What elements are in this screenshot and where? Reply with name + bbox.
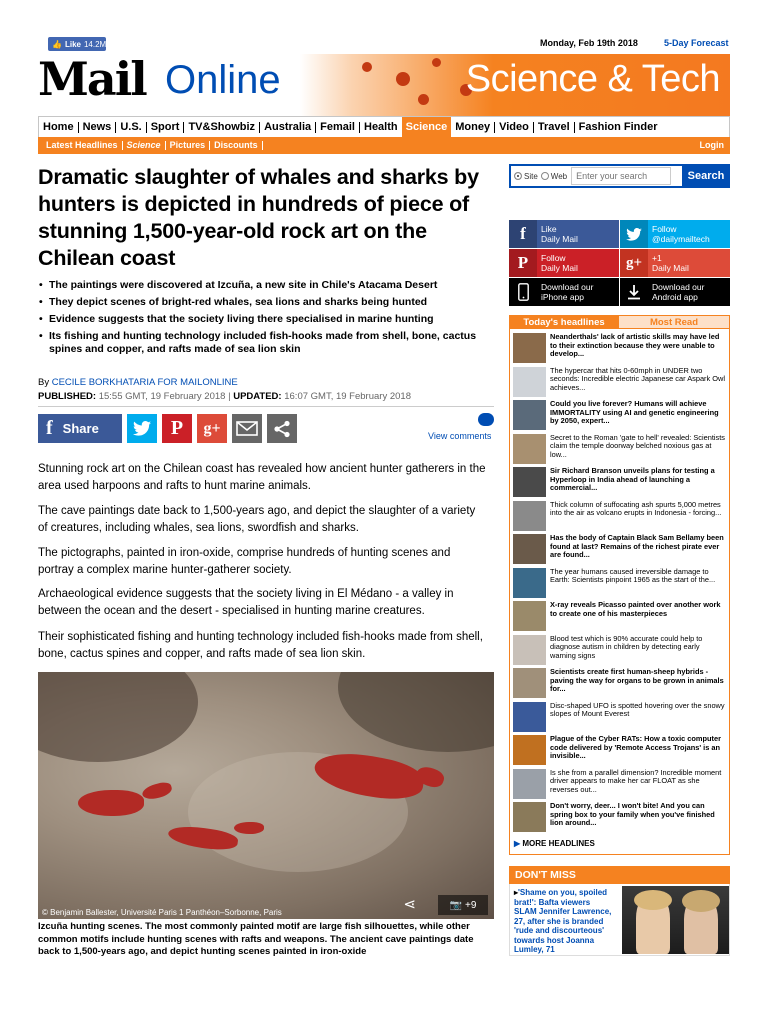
more-share-button[interactable] bbox=[267, 414, 297, 443]
nav-home[interactable]: Home bbox=[39, 122, 79, 133]
headline-text[interactable]: Secret to the Roman 'gate to hell' revealed: Scientists claim the temple doorway belched noxious gas at low... bbox=[550, 433, 725, 459]
logo-online[interactable]: Online bbox=[165, 58, 281, 102]
sub-nav bbox=[38, 137, 730, 154]
googleplus-icon: g+ bbox=[203, 419, 221, 437]
share-bar bbox=[38, 414, 297, 444]
red-fish-painting bbox=[234, 822, 264, 834]
published-time: 15:55 GMT, 19 February 2018 bbox=[98, 391, 226, 402]
image-caption: Izcuña hunting scenes. The most commonly painted motif are large fish silhouettes, while other common motifs include hunting scenes with rafts and weapons. The ancient cave paintings date back to 1,500-years ago, and depict hunting scenes painted in iron-oxide bbox=[38, 921, 474, 957]
nav-travel[interactable]: Travel bbox=[534, 122, 575, 133]
headline-thumbnail[interactable] bbox=[513, 735, 546, 765]
person-silhouette bbox=[682, 890, 720, 912]
search-site-radio[interactable] bbox=[514, 172, 538, 181]
nav-tvshowbiz[interactable]: TV&Showbiz bbox=[184, 122, 260, 133]
social-label: Follow bbox=[652, 224, 677, 234]
more-headlines-label: MORE HEADLINES bbox=[522, 839, 595, 848]
article-paragraph: The pictographs, painted in iron-oxide, comprise hundreds of hunting scenes and portray a complex marine hunter-gatherer society. bbox=[38, 547, 451, 576]
headline-item[interactable] bbox=[513, 702, 727, 735]
twitter-icon bbox=[133, 421, 151, 436]
headlines-list bbox=[509, 329, 730, 855]
share-icon[interactable]: ⋖ bbox=[403, 896, 416, 913]
social-sublabel: Daily Mail bbox=[541, 234, 578, 244]
headline-text[interactable]: Neanderthals' lack of artistic skills may have led to their extinction because they were unable to develop... bbox=[550, 333, 720, 359]
image-credit: © Benjamin Ballester, Université Paris 1 Panthéon–Sorbonne, Paris bbox=[42, 908, 282, 917]
article-paragraph: Stunning rock art on the Chilean coast has revealed how ancient hunter gatherers in the area used harpoons and rafts to hunt marine animals. bbox=[38, 463, 486, 492]
red-fish-painting bbox=[78, 790, 144, 816]
twitter-share-button[interactable] bbox=[127, 414, 157, 443]
summary-bullet: • Evidence suggests that the society living there specialised in marine hunting bbox=[38, 313, 488, 326]
headline-text[interactable]: Don't worry, deer... I won't bite! And you can spring box to your family when you've finished lion around... bbox=[550, 802, 715, 828]
headline-thumbnail[interactable] bbox=[513, 568, 546, 598]
headline-item[interactable] bbox=[513, 802, 727, 835]
facebook-share-button[interactable] bbox=[38, 414, 122, 443]
main-nav bbox=[38, 116, 730, 137]
search-web-radio[interactable] bbox=[541, 172, 567, 181]
red-fish-painting bbox=[141, 780, 174, 801]
dont-miss-thumbnail[interactable] bbox=[622, 886, 729, 954]
googleplus-icon: g+ bbox=[620, 249, 648, 277]
published-label: PUBLISHED: bbox=[38, 391, 97, 402]
headline-thumbnail[interactable] bbox=[513, 769, 546, 799]
facebook-icon: f bbox=[46, 417, 53, 439]
headline-item[interactable] bbox=[513, 735, 727, 768]
forecast-link[interactable]: 5-Day Forecast bbox=[664, 38, 729, 48]
divider bbox=[38, 406, 494, 407]
headline-text[interactable]: The year humans caused irreversible damage to Earth: Scientists pinpoint 1965 as the start of the... bbox=[550, 567, 716, 585]
summary-bullet: • Its fishing and hunting technology included fish-hooks made from shell, bone, cactus spines and copper, and rafts made of sea lion skin bbox=[38, 330, 488, 356]
article-paragraph: Their sophisticated fishing and hunting technology included fish-hooks made from shell, bone, cactus spines and copper, and rafts made of sea lion skin. bbox=[38, 631, 483, 660]
summary-bullets bbox=[38, 279, 488, 360]
social-label: Follow bbox=[541, 253, 566, 263]
gallery-button[interactable] bbox=[438, 895, 488, 915]
dont-miss-item[interactable] bbox=[509, 884, 730, 956]
follow-googleplus[interactable] bbox=[620, 249, 730, 277]
molecule-graphic bbox=[432, 58, 441, 67]
googleplus-share-button[interactable] bbox=[197, 414, 227, 443]
nav-sport[interactable]: Sport bbox=[147, 122, 185, 133]
tab-todays-headlines[interactable]: Today's headlines bbox=[509, 315, 619, 329]
subnav-latest-headlines[interactable]: Latest Headlines bbox=[42, 141, 123, 150]
tab-most-read[interactable]: Most Read bbox=[619, 315, 730, 329]
subnav-discounts[interactable]: Discounts bbox=[210, 141, 263, 150]
nav-us[interactable]: U.S. bbox=[116, 122, 146, 133]
follow-facebook[interactable] bbox=[509, 220, 619, 248]
rock-shadow bbox=[338, 672, 494, 752]
headline-text[interactable]: Blood test which is 90% accurate could help to diagnose autism in children by detecting early warning signs bbox=[550, 634, 703, 660]
section-title: Science & Tech bbox=[465, 58, 720, 100]
nav-money[interactable]: Money bbox=[451, 122, 495, 133]
molecule-graphic bbox=[396, 72, 410, 86]
headline-thumbnail[interactable] bbox=[513, 434, 546, 464]
headline-text[interactable]: Scientists create first human-sheep hybrids - paving the way for organs to be grown in animals for... bbox=[550, 668, 724, 694]
article-paragraph: Archaeological evidence suggests that the society living in El Médano - a valley in between the ocean and the desert - specialised in hunting marine creatures. bbox=[38, 588, 454, 617]
follow-pinterest[interactable] bbox=[509, 249, 619, 277]
download-icon bbox=[620, 278, 648, 306]
web-label: Web bbox=[550, 171, 568, 181]
download-android-app[interactable] bbox=[620, 278, 730, 306]
molecule-graphic bbox=[418, 94, 429, 105]
publish-info: PUBLISHED: 15:55 GMT, 19 February 2018 | UPDATED: 16:07 GMT, 19 February 2018 bbox=[38, 391, 411, 402]
like-label: Like bbox=[64, 39, 81, 49]
nav-femail[interactable]: Femail bbox=[316, 122, 360, 133]
pinterest-share-button[interactable] bbox=[162, 414, 192, 443]
download-iphone-app[interactable] bbox=[509, 278, 619, 306]
headline-text[interactable]: Plague of the Cyber RATs: How a toxic computer code delivered by 'Remote Access Trojans' is an invisible... bbox=[550, 735, 721, 761]
social-label: Like bbox=[541, 224, 557, 234]
by-prefix: By bbox=[38, 377, 50, 388]
rock-shadow bbox=[38, 672, 198, 762]
current-date: Monday, Feb 19th 2018 bbox=[540, 38, 638, 48]
nav-fashion-finder[interactable]: Fashion Finder bbox=[578, 120, 658, 133]
article-paragraph: The cave paintings date back to 1,500-years ago, and depict the slaughter of a variety of creatures, including whales, sea lions, swordfish and sharks. bbox=[38, 505, 476, 534]
social-sublabel: @dailymailtech bbox=[652, 234, 710, 244]
nav-health[interactable]: Health bbox=[364, 120, 398, 133]
more-headlines-link[interactable] bbox=[514, 839, 595, 848]
social-sublabel: Daily Mail bbox=[652, 263, 689, 273]
share-label: Share bbox=[62, 421, 99, 436]
search-button[interactable]: Search bbox=[682, 164, 730, 188]
headline-text[interactable]: Has the body of Captain Black Sam Bellamy been found at last? Remains of the richest pirate ever are found... bbox=[550, 534, 724, 560]
follow-twitter[interactable] bbox=[620, 220, 730, 248]
headline-item[interactable] bbox=[513, 635, 727, 668]
summary-bullet: • They depict scenes of bright-red whales, sea lions and sharks being hunted bbox=[38, 296, 488, 309]
search-bar bbox=[509, 164, 730, 188]
radio-empty-icon bbox=[541, 172, 549, 180]
pinterest-icon: P bbox=[509, 249, 537, 277]
headline-thumbnail[interactable] bbox=[513, 601, 546, 631]
headline-thumbnail[interactable] bbox=[513, 668, 546, 698]
pinterest-icon: P bbox=[170, 417, 184, 439]
headline-item[interactable] bbox=[513, 668, 727, 701]
facebook-like-button[interactable] bbox=[48, 37, 106, 51]
phone-icon bbox=[509, 278, 537, 306]
headline-text[interactable]: Is she from a parallel dimension? Incredible moment driver appears to make her car FLOAT as she reverses out... bbox=[550, 768, 722, 794]
headline-item[interactable] bbox=[513, 367, 727, 400]
social-label: Download our bbox=[652, 282, 705, 292]
person-silhouette bbox=[634, 890, 672, 910]
headline-thumbnail[interactable] bbox=[513, 333, 546, 363]
nav-news[interactable]: News bbox=[79, 122, 117, 133]
headline-item[interactable] bbox=[513, 501, 727, 534]
updated-time: 16:07 GMT, 19 February 2018 bbox=[284, 391, 411, 402]
headline-thumbnail[interactable] bbox=[513, 635, 546, 665]
section-banner bbox=[300, 54, 730, 116]
headline-text[interactable]: Thick column of suffocating ash spurts 5,000 metres into the air as volcano erupts in Indonesia - forcing... bbox=[550, 500, 722, 518]
gallery-count: +9 bbox=[465, 899, 477, 911]
social-sublabel: Android app bbox=[652, 292, 698, 302]
like-count: 14.2M bbox=[83, 39, 107, 49]
view-comments-link[interactable]: View comments bbox=[428, 431, 492, 441]
headline-item[interactable] bbox=[513, 601, 727, 634]
arrow-right-icon: ▸ bbox=[514, 888, 519, 897]
dont-miss-text: 'Shame on you, spoiled brat!': Bafta viewers SLAM Jennifer Lawrence, 27, after she is branded 'rude and discourteous' towards host Joanna Lumley, 71 bbox=[514, 888, 612, 954]
envelope-icon bbox=[236, 421, 258, 436]
headline-item[interactable] bbox=[513, 467, 727, 500]
headline-text[interactable]: X-ray reveals Picasso painted over another work to create one of his masterpieces bbox=[550, 601, 721, 618]
headline-tabs bbox=[509, 315, 730, 329]
headline-thumbnail[interactable] bbox=[513, 501, 546, 531]
subnav-science[interactable]: Science bbox=[123, 141, 166, 150]
login-link[interactable]: Login bbox=[699, 140, 724, 150]
masthead bbox=[38, 54, 730, 116]
molecule-graphic bbox=[362, 62, 372, 72]
nav-australia[interactable]: Australia bbox=[260, 122, 316, 133]
headline-thumbnail[interactable] bbox=[513, 802, 546, 832]
headline-thumbnail[interactable] bbox=[513, 400, 546, 430]
nav-science[interactable]: Science bbox=[402, 117, 452, 138]
site-label: Site bbox=[524, 171, 538, 181]
article-headline: Dramatic slaughter of whales and sharks by hunters is depicted in hundreds of piece of stunning 1,500-year-old rock art on the Chilean coast bbox=[38, 165, 479, 270]
nav-video[interactable]: Video bbox=[495, 122, 534, 133]
camera-icon: 📷 bbox=[449, 899, 463, 911]
headline-text[interactable]: Could you live forever? Humans will achieve IMMORTALITY using AI and genetic engineering by 2050, expert... bbox=[550, 400, 719, 426]
headline-item[interactable] bbox=[513, 400, 727, 433]
author-link[interactable]: CECILE BORKHATARIA FOR MAILONLINE bbox=[51, 377, 238, 388]
search-input[interactable] bbox=[571, 167, 671, 185]
headline-thumbnail[interactable] bbox=[513, 702, 546, 732]
byline bbox=[38, 377, 238, 388]
subnav-pictures[interactable]: Pictures bbox=[166, 141, 211, 150]
arrow-right-icon: ▶ bbox=[514, 839, 521, 848]
facebook-icon: f bbox=[509, 220, 537, 248]
headline-item[interactable] bbox=[513, 434, 727, 467]
summary-bullet: • The paintings were discovered at Izcuña, a new site in Chile's Atacama Desert bbox=[38, 279, 488, 292]
headline-text[interactable]: Disc-shaped UFO is spotted hovering over the snowy slopes of Mount Everest bbox=[550, 701, 725, 719]
comment-bubble-icon[interactable] bbox=[478, 413, 494, 426]
dont-miss-header: DON'T MISS bbox=[509, 866, 730, 884]
radio-selected-icon bbox=[514, 172, 522, 180]
social-label: Download our bbox=[541, 282, 594, 292]
headline-thumbnail[interactable] bbox=[513, 367, 546, 397]
headline-text[interactable]: The hypercar that hits 0-60mph in UNDER two seconds: Incredible electric Japanese car Aspark Owl achieves... bbox=[550, 366, 725, 392]
social-label: +1 bbox=[652, 253, 662, 263]
headline-item[interactable] bbox=[513, 568, 727, 601]
headline-text[interactable]: Sir Richard Branson unveils plans for testing a Hyperloop in India ahead of launching a commercial... bbox=[550, 467, 715, 493]
twitter-icon bbox=[620, 220, 648, 248]
logo-mail[interactable]: Mail bbox=[38, 52, 146, 106]
headline-item[interactable] bbox=[513, 333, 727, 366]
social-sublabel: iPhone app bbox=[541, 292, 585, 302]
headline-item[interactable] bbox=[513, 534, 727, 567]
updated-label: UPDATED: bbox=[233, 391, 282, 402]
dont-miss-headline[interactable] bbox=[514, 888, 614, 955]
email-share-button[interactable] bbox=[232, 414, 262, 443]
thumbs-up-icon: 👍 bbox=[52, 39, 62, 49]
share-nodes-icon bbox=[273, 420, 291, 438]
headline-thumbnail[interactable] bbox=[513, 467, 546, 497]
headline-thumbnail[interactable] bbox=[513, 534, 546, 564]
social-sublabel: Daily Mail bbox=[541, 263, 578, 273]
headline-item[interactable] bbox=[513, 769, 727, 802]
rock-art-image[interactable] bbox=[38, 672, 494, 919]
